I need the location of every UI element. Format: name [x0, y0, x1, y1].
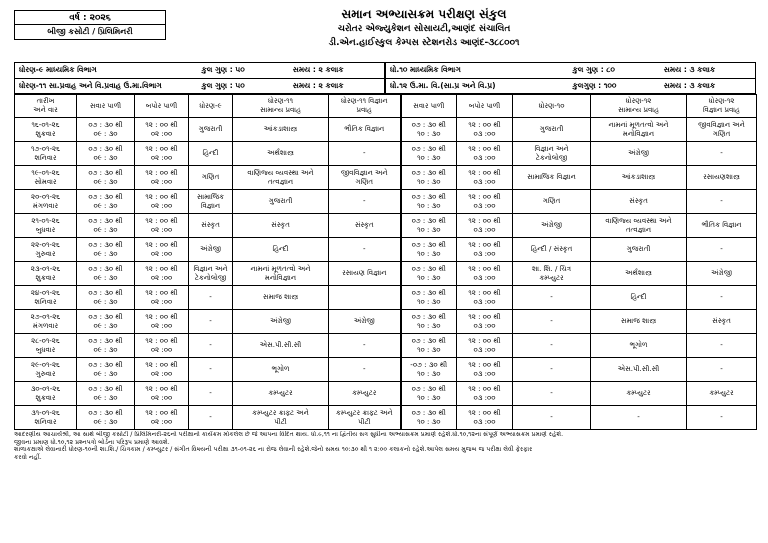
table-row	[15, 286, 757, 310]
table-cell: ૦૭ : ૩૦ થી ૦૯ : ૩૦	[77, 262, 135, 286]
table-cell: ૧૨ : ૦૦ થી ૦૩ :૦૦	[457, 286, 513, 310]
table-cell: ૧૨ : ૦૦ થી ૦૩ :૦૦	[457, 166, 513, 190]
date-cell: ૨૧-૦૧-૨૬ બુધવાર	[15, 214, 77, 238]
table-cell: ૦૭ : ૩૦ થી ૧૦ : ૩૦	[401, 214, 457, 238]
table-cell: ૦૭ : ૩૦ થી ૦૯ : ૩૦	[77, 286, 135, 310]
table-row	[15, 118, 757, 142]
table-cell: -	[687, 406, 757, 430]
table-cell: ૧૨ : ૦૦ થી ૦૨ :૦૦	[135, 334, 189, 358]
table-cell: અંગ્રેજી	[591, 142, 687, 166]
table-cell: ભૌતિક વિજ્ઞાન	[687, 214, 757, 238]
table-cell: ૦૭ : ૩૦ થી ૧૦ : ૩૦	[401, 118, 457, 142]
column-header: ધોરણ-૧૧ વિજ્ઞાન પ્રવાહ	[329, 95, 401, 118]
table-cell: -	[189, 334, 233, 358]
footer-line: કરવો નહીં.	[14, 453, 42, 461]
date-cell: ૧૭-૦૧-૨૬ શનિવાર	[15, 142, 77, 166]
table-cell: કમ્પ્યુટર	[329, 382, 401, 406]
info-left	[15, 63, 384, 93]
table-cell: કમ્પ્યુટર ક્રાફ્ટ અને પીટી	[329, 406, 401, 430]
table-cell: ૧૨ : ૦૦ થી ૦૨ :૦૦	[135, 142, 189, 166]
table-cell: -	[687, 358, 757, 382]
date-cell: ૧૯-૦૧-૨૬ સોમવાર	[15, 166, 77, 190]
column-header: ધોરણ-૧૨ વિજ્ઞાન પ્રવાહ	[687, 95, 757, 118]
table-cell: ૧૨ : ૦૦ થી ૦૨ :૦૦	[135, 358, 189, 382]
table-cell: સંસ્કૃત	[687, 310, 757, 334]
table-cell: -	[513, 358, 591, 382]
table-cell: આંકડાશાસ્ત્ર	[591, 166, 687, 190]
table-cell: ૧૨ : ૦૦ થી ૦૨ :૦૦	[135, 190, 189, 214]
table-cell: કમ્પ્યુટર	[591, 382, 687, 406]
info-time: સમય : ૩ કલાક	[663, 65, 716, 75]
footer-notes	[14, 431, 756, 461]
table-row	[15, 214, 757, 238]
exam-type-label: બીજી કસોટી / પ્રિલિમિનરી	[15, 24, 165, 39]
info-group: ધો.૧૨ ઉ.મા. વિ.(સા.પ્ર અને વિ.પ્ર)	[390, 80, 496, 90]
table-cell: ૦૭ : ૩૦ થી ૦૯ : ૩૦	[77, 310, 135, 334]
table-cell: ૧૨ : ૦૦ થી ૦૨ :૦૦	[135, 262, 189, 286]
table-header-row	[15, 95, 757, 118]
table-cell: અર્થશાસ્ત્ર	[591, 262, 687, 286]
table-cell: ૧૨ : ૦૦ થી ૦૩ :૦૦	[457, 310, 513, 334]
table-cell: ગુજરાતી	[233, 190, 329, 214]
info-row	[386, 78, 755, 94]
table-cell: સમાજ શાસ્ત્ર	[591, 310, 687, 334]
table-cell: એસ.પી.સી.સી	[233, 334, 329, 358]
column-header: ધોરણ-૧૨ સામાન્ય પ્રવાહ	[591, 95, 687, 118]
table-cell: હિન્દી	[233, 238, 329, 262]
table-cell: -	[687, 334, 757, 358]
info-time: સમય : ૨ કલાક	[292, 65, 344, 75]
table-cell: ૦૭ : ૩૦ થી ૦૯ : ૩૦	[77, 238, 135, 262]
table-cell: ભૂગોળ	[591, 334, 687, 358]
date-cell: ૨૯-૦૧-૨૬ ગુરુવાર	[15, 358, 77, 382]
column-header: ધોરણ-૧૧ સામાન્ય પ્રવાહ	[233, 95, 329, 118]
table-cell: ગુજરાતી	[513, 118, 591, 142]
title-block	[204, 6, 644, 50]
table-cell: -	[513, 382, 591, 406]
table-cell: સામાજિક વિજ્ઞાન	[189, 190, 233, 214]
table-cell: ૦૭ : ૩૦ થી ૦૯ : ૩૦	[77, 118, 135, 142]
table-cell: વિજ્ઞાન અને ટેકનોલોજી	[189, 262, 233, 286]
table-cell: -	[189, 382, 233, 406]
table-cell: સંસ્કૃત	[591, 190, 687, 214]
table-cell: હિન્દી	[591, 286, 687, 310]
table-cell: ૧૨ : ૦૦ થી ૦૨ :૦૦	[135, 166, 189, 190]
column-header: બપોર પાળી	[457, 95, 513, 118]
column-header: સવાર પાળી	[77, 95, 135, 118]
table-cell: ૧૨ : ૦૦ થી ૦૨ :૦૦	[135, 214, 189, 238]
table-cell	[329, 286, 401, 310]
table-row	[15, 334, 757, 358]
table-cell: ૧૨ : ૦૦ થી ૦૩ :૦૦	[457, 262, 513, 286]
table-cell: કમ્પ્યુટર	[233, 382, 329, 406]
table-cell: ૧૨ : ૦૦ થી ૦૩ :૦૦	[457, 142, 513, 166]
date-cell: ૨૮-૦૧-૨૬ બુધવાર	[15, 334, 77, 358]
table-cell: ગુજરાતી	[189, 118, 233, 142]
info-time: સમય : ૩ કલાક	[663, 80, 716, 90]
table-cell: સામાજિક વિજ્ઞાન	[513, 166, 591, 190]
table-cell: રસાયણ વિજ્ઞાન	[329, 262, 401, 286]
date-cell: ૨૭-૦૧-૨૬ મંગળવાર	[15, 310, 77, 334]
table-cell: ૦૭ : ૩૦ થી ૦૯ : ૩૦	[77, 334, 135, 358]
table-cell: અંગ્રેજી	[513, 214, 591, 238]
table-cell: -	[329, 142, 401, 166]
table-cell: અંગ્રેજી	[687, 262, 757, 286]
column-header: તારીખ અને વાર	[15, 95, 77, 118]
timetable-sheet	[14, 6, 756, 461]
table-cell: -	[513, 334, 591, 358]
table-cell: -	[591, 406, 687, 430]
table-row	[15, 142, 757, 166]
table-cell: -	[329, 358, 401, 382]
table-cell: અર્થશાસ્ત્ર	[233, 142, 329, 166]
page-title: સમાન અભ્યાસક્રમ પરીક્ષણ સંકુલ	[341, 7, 507, 21]
table-cell: અંગ્રેજી	[329, 310, 401, 334]
table-cell: -	[513, 286, 591, 310]
table-cell: -	[189, 310, 233, 334]
table-cell: -	[687, 142, 757, 166]
table-cell: કમ્પ્યુટર ક્રાફ્ટ અને પીટી	[233, 406, 329, 430]
column-header: બપોર પાળી	[135, 95, 189, 118]
table-row	[15, 358, 757, 382]
table-cell: -	[189, 406, 233, 430]
address-line: ડી.એન.હાઈસ્કુલ કેમ્પસ સ્ટેશનરોડ આણંદ-૩૮૮૦૦૧	[328, 38, 520, 48]
table-cell: ૦૭ : ૩૦ થી ૧૦ : ૩૦	[401, 166, 457, 190]
table-cell: ગણિત	[513, 190, 591, 214]
footer-line: શાળાકક્ષાએ લેવાનારી ધોરણ-૧૦ની શા.શિ./ ચિત્રકામ / કમ્પ્યુટર / સંગીત વિષયની પરીક્ષા ૩૧-૦૧-૨૬ ના રોજ લેવાની રહેશે.જેનો સમય ૧૦:૩૦ થી ૧ ૨:૦૦ કલાકનો રહેશે.આપેલ સમય મુજબ જ પરીક્ષા લેવી ફેરફાર	[14, 446, 533, 453]
info-marks: કુલ ગુણ : ૮૦	[572, 65, 615, 75]
table-cell: -	[513, 310, 591, 334]
date-cell: ૧૬-૦૧-૨૬ શુક્રવાર	[15, 118, 77, 142]
table-cell: જીવવિજ્ઞાન અને ગણિત	[687, 118, 757, 142]
column-header: ધોરણ-૧૦	[513, 95, 591, 118]
table-cell: શા. શિ. / ચિત્ર કમ્પ્યુટર	[513, 262, 591, 286]
footer-line: જીવના પ્રમાણ ધો.૧૦,૧૨ પ્રશ્નપત્રો બોર્ડના પરિરૂપ પ્રમાણે આવશે.	[14, 438, 170, 446]
table-cell: જીવવિજ્ઞાન અને ગણિત	[329, 166, 401, 190]
table-cell: ભૌતિક વિજ્ઞાન	[329, 118, 401, 142]
table-cell: સમાજ શાસ્ત્ર	[233, 286, 329, 310]
date-cell: ૨૩-૦૧-૨૬ શુક્રવાર	[15, 262, 77, 286]
table-cell: -	[329, 238, 401, 262]
table-cell: ૧૨ : ૦૦ થી ૦૨ :૦૦	[135, 406, 189, 430]
table-cell: ૦૭ : ૩૦ થી ૧૦ : ૩૦	[401, 238, 457, 262]
table-cell: ૧૨ : ૦૦ થી ૦૩ :૦૦	[457, 214, 513, 238]
table-cell: -	[687, 190, 757, 214]
table-cell: હિન્દી / સંસ્કૃત	[513, 238, 591, 262]
table-cell: એસ.પી.સી.સી	[591, 358, 687, 382]
table-cell: ગણિત	[189, 166, 233, 190]
table-cell: ૧૨ : ૦૦ થી ૦૩ :૦૦	[457, 382, 513, 406]
table-cell: -	[329, 190, 401, 214]
table-cell: ૦૭ : ૩૦ થી ૦૯ : ૩૦	[77, 190, 135, 214]
table-cell: અંગ્રેજી	[189, 238, 233, 262]
year-exam-box	[14, 10, 166, 40]
table-cell: ૦૭ : ૩૦ થી ૧૦ : ૩૦	[401, 334, 457, 358]
table-cell: ૦૭ : ૩૦ થી ૧૦ : ૩૦	[401, 190, 457, 214]
table-cell: ૧૨ : ૦૦ થી ૦૨ :૦૦	[135, 382, 189, 406]
table-cell: સંસ્કૃત	[189, 214, 233, 238]
table-cell: -	[687, 238, 757, 262]
table-cell: ૧૨ : ૦૦ થી ૦૨ :૦૦	[135, 286, 189, 310]
table-row	[15, 166, 757, 190]
year-label: વર્ષ : ૨૦૨૬	[69, 13, 111, 23]
footer-line: આદરણીય આચાર્યશ્રી, આ સાથે બીજી કસોટી / પ્રિલિમિનરી-૨૬નો પરીક્ષાનો કાર્યક્રમ મોકલેલ છે જે આપના વિદિત થાય. ધો.૯,૧૧ ના દ્વિતીય સત્ર સુધીના અભ્યાસક્રમ પ્રમાણે રહેશે.ધો.૧૦,૧૨ના સંપૂર્ણ અભ્યાસક્રમ પ્રમાણે રહેશે.	[14, 431, 564, 438]
table-cell: ૦૭ : ૩૦ થી ૧૦ : ૩૦	[401, 286, 457, 310]
table-cell: ૧૨ : ૦૦ થી ૦૩ :૦૦	[457, 406, 513, 430]
table-cell: ૦૭ : ૩૦ થી ૧૦ : ૩૦	[401, 406, 457, 430]
table-cell: ૦૭ : ૩૦ થી ૦૯ : ૩૦	[77, 358, 135, 382]
table-cell: ગુજરાતી	[591, 238, 687, 262]
table-cell: નામનાં મૂળતત્વો અને મનોવિજ્ઞાન	[233, 262, 329, 286]
table-cell: -૦૭ : ૩૦ થી ૧૦ : ૩૦	[401, 358, 457, 382]
table-cell: -	[513, 406, 591, 430]
table-cell: ૧૨ : ૦૦ થી ૦૩ :૦૦	[457, 190, 513, 214]
column-header: ધોરણ-૯	[189, 95, 233, 118]
info-right	[384, 63, 755, 93]
table-row	[15, 310, 757, 334]
table-cell: ૧૨ : ૦૦ થી ૦૨ :૦૦	[135, 310, 189, 334]
table-cell: ૦૭ : ૩૦ થી ૦૯ : ૩૦	[77, 406, 135, 430]
table-row	[15, 190, 757, 214]
table-cell: હિન્દી	[189, 142, 233, 166]
table-row	[15, 238, 757, 262]
info-marks: કુલગુણ : ૧૦૦	[572, 80, 617, 90]
table-cell: સંસ્કૃત	[233, 214, 329, 238]
table-row	[15, 382, 757, 406]
date-cell: ૨૪-૦૧-૨૬ શનિવાર	[15, 286, 77, 310]
table-cell: ૦૭ : ૩૦ થી ૦૯ : ૩૦	[77, 214, 135, 238]
info-group: ધો.૧૦ માધ્યમિક વિભાગ	[390, 65, 461, 75]
table-cell: ૦૭ : ૩૦ થી ૧૦ : ૩૦	[401, 310, 457, 334]
table-cell: ૧૨ : ૦૦ થી ૦૩ :૦૦	[457, 238, 513, 262]
table-cell: ૦૭ : ૩૦ થી ૧૦ : ૩૦	[401, 142, 457, 166]
table-cell: -	[687, 286, 757, 310]
date-cell: ૨૦-૦૧-૨૬ મંગળવાર	[15, 190, 77, 214]
table-cell: ભૂગોળ	[233, 358, 329, 382]
info-marks: કુલ ગુણ : ૫૦	[201, 80, 245, 90]
table-cell: અંગ્રેજી	[233, 310, 329, 334]
table-cell: આંકડાશાસ્ત્ર	[233, 118, 329, 142]
exam-timetable	[14, 94, 757, 430]
table-cell: ૧૨ : ૦૦ થી ૦૨ :૦૦	[135, 118, 189, 142]
table-cell: ૧૨ : ૦૦ થી ૦૩ :૦૦	[457, 334, 513, 358]
date-cell: ૩૧-૦૧-૨૬ શનિવાર	[15, 406, 77, 430]
info-time: સમય : ૨ કલાક	[292, 80, 344, 90]
table-cell: રસાયણશાસ્ત્ર	[687, 166, 757, 190]
table-cell: ૧૨ : ૦૦ થી ૦૩ :૦૦	[457, 118, 513, 142]
date-cell: ૩૦-૦૧-૨૬ શુક્રવાર	[15, 382, 77, 406]
table-cell: ૦૭ : ૩૦ થી ૦૯ : ૩૦	[77, 166, 135, 190]
table-cell: -	[329, 334, 401, 358]
table-cell: ૦૭ : ૩૦ થી ૦૯ : ૩૦	[77, 382, 135, 406]
table-row	[15, 406, 757, 430]
table-cell: ૦૭ : ૩૦ થી ૧૦ : ૩૦	[401, 382, 457, 406]
info-row	[386, 63, 755, 78]
table-cell: વાણિજ્ય વ્યવસ્થા અને તત્વજ્ઞાન	[233, 166, 329, 190]
table-cell: સંસ્કૃત	[329, 214, 401, 238]
table-cell: ૧૨ : ૦૦ થી ૦૨ :૦૦	[135, 238, 189, 262]
table-cell: વાણિજ્ય વ્યવસ્થા અને તત્વજ્ઞાન	[591, 214, 687, 238]
table-cell: -	[189, 286, 233, 310]
society-name: ચરોતર એજ્યુકેશન સોસાયટી,આણંદ સંચાલિત	[337, 24, 511, 34]
table-cell: કમ્પ્યુટર	[687, 382, 757, 406]
table-body	[15, 118, 757, 430]
info-row	[15, 63, 384, 78]
exam-info-box	[14, 62, 756, 94]
table-cell: -	[189, 358, 233, 382]
table-cell: નામનાં મૂળતત્વો અને મનોવિજ્ઞાન	[591, 118, 687, 142]
info-marks: કુલ ગુણ : ૫૦	[201, 65, 245, 75]
info-row	[15, 78, 384, 94]
page-header	[14, 6, 756, 60]
table-cell: ૧૨ : ૦૦ થી ૦૩ :૦૦	[457, 358, 513, 382]
table-cell: ૦૭ : ૩૦ થી ૧૦ : ૩૦	[401, 262, 457, 286]
table-cell: વિજ્ઞાન અને ટેકનોલોજી	[513, 142, 591, 166]
table-row	[15, 262, 757, 286]
table-cell: ૦૭ : ૩૦ થી ૦૯ : ૩૦	[77, 142, 135, 166]
info-group: ધોરણ-૧૧ સા.પ્રવાહ અને વિ.પ્રવાહ ઉ.મા.વિભાગ	[19, 80, 162, 90]
info-group: ધોરણ-૯ માધ્યમિક વિભાગ	[19, 65, 97, 75]
column-header: સવાર પાળી	[401, 95, 457, 118]
date-cell: ૨૨-૦૧-૨૬ ગુરુવાર	[15, 238, 77, 262]
